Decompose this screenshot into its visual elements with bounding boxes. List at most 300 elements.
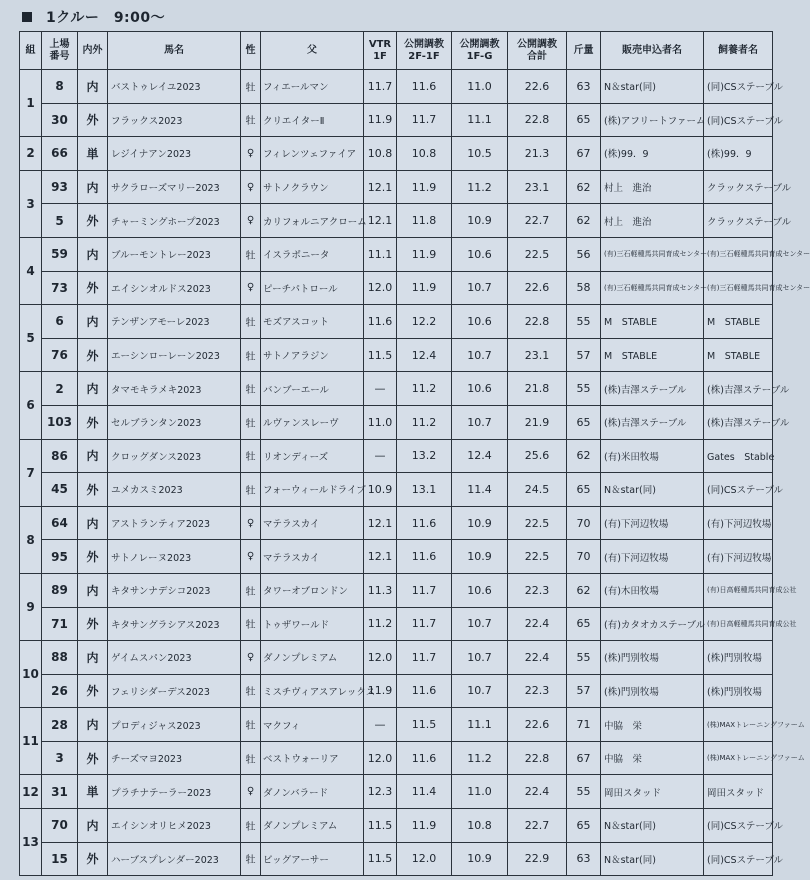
horse-name: エイシンオルドス2023	[108, 271, 241, 305]
weight-cell: 57	[567, 338, 601, 372]
lot-number: 73	[42, 271, 78, 305]
time-2f1f: 11.5	[397, 708, 452, 742]
time-1fg: 11.0	[452, 775, 508, 809]
group-number: 10	[20, 641, 42, 708]
time-1fg: 12.4	[452, 439, 508, 473]
table-row	[20, 809, 773, 843]
vtr-time: 10.8	[364, 137, 397, 171]
horse-name: ハーブスプレンダー2023	[108, 842, 241, 876]
time-2f1f: 11.2	[397, 372, 452, 406]
header-weight: 斤量	[567, 32, 601, 70]
time-2f1f: 11.4	[397, 775, 452, 809]
breeder-name: M STABLE	[704, 305, 773, 339]
sire-name: ピーチパトロール	[261, 271, 364, 305]
time-2f1f: 10.8	[397, 137, 452, 171]
horse-name: アストランティア2023	[108, 506, 241, 540]
breeder-name: (同)CSステーブル	[704, 70, 773, 104]
horse-name: プロディジャス2023	[108, 708, 241, 742]
sex-cell: ♀	[241, 204, 261, 238]
seller-name: (有)三石軽種馬共同育成センター	[601, 271, 704, 305]
weight-cell: 67	[567, 741, 601, 775]
inout-cell: 単	[78, 137, 108, 171]
time-total: 22.4	[508, 641, 567, 675]
weight-cell: 55	[567, 372, 601, 406]
weight-cell: 57	[567, 674, 601, 708]
seller-name: M STABLE	[601, 338, 704, 372]
seller-name: 岡田スタッド	[601, 775, 704, 809]
header-row	[20, 32, 773, 70]
inout-cell: 外	[78, 473, 108, 507]
sex-cell: ♀	[241, 540, 261, 574]
inout-cell: 外	[78, 607, 108, 641]
seller-name: N＆star(同)	[601, 70, 704, 104]
weight-cell: 62	[567, 439, 601, 473]
vtr-time: 11.5	[364, 842, 397, 876]
group-number: 2	[20, 137, 42, 171]
vtr-time: 11.1	[364, 237, 397, 271]
sex-cell: ♀	[241, 170, 261, 204]
sex-cell: 牡	[241, 338, 261, 372]
breeder-name: (有)日高軽種馬共同育成公社	[704, 573, 773, 607]
time-total: 22.9	[508, 842, 567, 876]
header-number: 上場 番号	[42, 32, 78, 70]
seller-name: N＆star(同)	[601, 473, 704, 507]
time-1fg: 10.7	[452, 641, 508, 675]
breeder-name: (株)門別牧場	[704, 674, 773, 708]
breeder-name: (有)日高軽種馬共同育成公社	[704, 607, 773, 641]
weight-cell: 65	[567, 607, 601, 641]
horse-name: フェリシダーデス2023	[108, 674, 241, 708]
breeder-name: (同)CSステーブル	[704, 103, 773, 137]
time-total: 22.6	[508, 70, 567, 104]
header-1fg: 公開調教 1F-G	[452, 32, 508, 70]
time-2f1f: 11.7	[397, 103, 452, 137]
inout-cell: 内	[78, 809, 108, 843]
vtr-time: 12.0	[364, 271, 397, 305]
time-2f1f: 11.9	[397, 809, 452, 843]
time-1fg: 11.2	[452, 170, 508, 204]
table-row	[20, 170, 773, 204]
vtr-time: —	[364, 708, 397, 742]
vtr-time: 12.3	[364, 775, 397, 809]
time-2f1f: 11.7	[397, 641, 452, 675]
time-2f1f: 11.9	[397, 170, 452, 204]
time-2f1f: 13.1	[397, 473, 452, 507]
sex-cell: 牡	[241, 607, 261, 641]
lot-number: 86	[42, 439, 78, 473]
time-2f1f: 11.6	[397, 674, 452, 708]
lot-number: 5	[42, 204, 78, 238]
vtr-time: 11.3	[364, 573, 397, 607]
sire-name: ダノンプレミアム	[261, 641, 364, 675]
breeder-name: (有)三石軽種馬共同育成センター	[704, 237, 773, 271]
lot-number: 45	[42, 473, 78, 507]
sire-name: サトノクラウン	[261, 170, 364, 204]
table-row	[20, 237, 773, 271]
sex-cell: 牡	[241, 372, 261, 406]
sex-cell: ♀	[241, 506, 261, 540]
sire-name: マテラスカイ	[261, 540, 364, 574]
sire-name: フィレンツェファイア	[261, 137, 364, 171]
table-row	[20, 405, 773, 439]
lot-number: 28	[42, 708, 78, 742]
time-2f1f: 12.0	[397, 842, 452, 876]
breeder-name: 岡田スタッド	[704, 775, 773, 809]
time-1fg: 10.7	[452, 338, 508, 372]
sire-name: タワーオブロンドン	[261, 573, 364, 607]
time-2f1f: 11.2	[397, 405, 452, 439]
vtr-time: 12.1	[364, 170, 397, 204]
group-number: 13	[20, 809, 42, 876]
crew-title: 1クルー 9:00～	[46, 10, 166, 26]
breeder-name: (株)99．9	[704, 137, 773, 171]
vtr-time: 11.7	[364, 70, 397, 104]
sire-name: カリフォルニアクローム	[261, 204, 364, 238]
table-row	[20, 540, 773, 574]
vtr-time: 11.6	[364, 305, 397, 339]
time-total: 22.3	[508, 674, 567, 708]
sex-cell: 牡	[241, 741, 261, 775]
time-total: 22.3	[508, 573, 567, 607]
breeze-up-table	[19, 31, 810, 876]
breeder-name: (株)吉澤ステーブル	[704, 372, 773, 406]
sex-cell: 牡	[241, 674, 261, 708]
time-1fg: 10.9	[452, 506, 508, 540]
header-breeder: 飼養者名	[704, 32, 773, 70]
lot-number: 89	[42, 573, 78, 607]
sex-cell: ♀	[241, 641, 261, 675]
time-1fg: 10.7	[452, 674, 508, 708]
table-row	[20, 204, 773, 238]
time-1fg: 10.6	[452, 305, 508, 339]
inout-cell: 外	[78, 338, 108, 372]
breeder-name: (同)CSステーブル	[704, 842, 773, 876]
square-bullet-icon	[22, 12, 32, 22]
sex-cell: 牡	[241, 842, 261, 876]
inout-cell: 外	[78, 405, 108, 439]
group-number: 5	[20, 305, 42, 372]
weight-cell: 55	[567, 641, 601, 675]
weight-cell: 70	[567, 506, 601, 540]
table-row	[20, 775, 773, 809]
time-1fg: 10.9	[452, 204, 508, 238]
breeder-name: (有)三石軽種馬共同育成センター	[704, 271, 773, 305]
sire-name: マテラスカイ	[261, 506, 364, 540]
vtr-time: 11.5	[364, 338, 397, 372]
inout-cell: 内	[78, 305, 108, 339]
seller-name: (有)米田牧場	[601, 439, 704, 473]
time-2f1f: 11.7	[397, 607, 452, 641]
sire-name: ミスチヴィアスアレックス	[261, 674, 364, 708]
vtr-time: —	[364, 439, 397, 473]
sex-cell: 牡	[241, 439, 261, 473]
horse-name: サクラローズマリー2023	[108, 170, 241, 204]
time-2f1f: 11.9	[397, 237, 452, 271]
group-number: 6	[20, 372, 42, 439]
group-number: 9	[20, 573, 42, 640]
inout-cell: 内	[78, 170, 108, 204]
time-2f1f: 11.8	[397, 204, 452, 238]
time-1fg: 11.2	[452, 741, 508, 775]
group-number: 12	[20, 775, 42, 809]
table-row	[20, 506, 773, 540]
seller-name: N＆star(同)	[601, 842, 704, 876]
time-1fg: 10.8	[452, 809, 508, 843]
table-row	[20, 573, 773, 607]
table-row	[20, 271, 773, 305]
table-row	[20, 641, 773, 675]
breeder-name: (株)吉澤ステーブル	[704, 405, 773, 439]
breeder-name: (株)門別牧場	[704, 641, 773, 675]
horse-name: フラックス2023	[108, 103, 241, 137]
group-number: 7	[20, 439, 42, 506]
seller-name: M STABLE	[601, 305, 704, 339]
horse-name: テンザンアモーレ2023	[108, 305, 241, 339]
vtr-time: —	[364, 372, 397, 406]
time-total: 22.8	[508, 103, 567, 137]
time-total: 22.5	[508, 237, 567, 271]
sex-cell: ♀	[241, 271, 261, 305]
lot-number: 64	[42, 506, 78, 540]
horse-name: サトノレーヌ2023	[108, 540, 241, 574]
table-row	[20, 674, 773, 708]
time-1fg: 10.5	[452, 137, 508, 171]
breeder-name: (有)下河辺牧場	[704, 540, 773, 574]
lot-number: 2	[42, 372, 78, 406]
vtr-time: 11.5	[364, 809, 397, 843]
sire-name: トゥザワールド	[261, 607, 364, 641]
weight-cell: 55	[567, 305, 601, 339]
header-horse-name: 馬名	[108, 32, 241, 70]
time-total: 22.4	[508, 607, 567, 641]
seller-name: 中脇 栄	[601, 708, 704, 742]
inout-cell: 内	[78, 372, 108, 406]
lot-number: 15	[42, 842, 78, 876]
header-sire: 父	[261, 32, 364, 70]
time-total: 22.7	[508, 809, 567, 843]
time-total: 22.8	[508, 741, 567, 775]
sex-cell: ♀	[241, 775, 261, 809]
weight-cell: 71	[567, 708, 601, 742]
sex-cell: 牡	[241, 473, 261, 507]
group-number: 3	[20, 170, 42, 237]
sex-cell: 牡	[241, 70, 261, 104]
seller-name: (有)三石軽種馬共同育成センター	[601, 237, 704, 271]
time-1fg: 11.4	[452, 473, 508, 507]
time-total: 21.9	[508, 405, 567, 439]
header-2f1f: 公開調教 2F-1F	[397, 32, 452, 70]
table-row	[20, 741, 773, 775]
sex-cell: 牡	[241, 305, 261, 339]
header-vtr: VTR 1F	[364, 32, 397, 70]
weight-cell: 62	[567, 170, 601, 204]
time-total: 22.5	[508, 506, 567, 540]
sex-cell: 牡	[241, 708, 261, 742]
sire-name: フィエールマン	[261, 70, 364, 104]
horse-name: チーズマヨ2023	[108, 741, 241, 775]
table-row	[20, 607, 773, 641]
sire-name: マクフィ	[261, 708, 364, 742]
group-number: 8	[20, 506, 42, 573]
seller-name: (株)門別牧場	[601, 641, 704, 675]
lot-number: 93	[42, 170, 78, 204]
time-total: 23.1	[508, 338, 567, 372]
vtr-time: 11.0	[364, 405, 397, 439]
seller-name: N＆star(同)	[601, 809, 704, 843]
sire-name: サトノアラジン	[261, 338, 364, 372]
header-group: 組	[20, 32, 42, 70]
inout-cell: 外	[78, 842, 108, 876]
horse-name: ブルーモントレー2023	[108, 237, 241, 271]
sire-name: ベストウォーリア	[261, 741, 364, 775]
sire-name: ビッグアーサー	[261, 842, 364, 876]
seller-name: (株)門別牧場	[601, 674, 704, 708]
sex-cell: 牡	[241, 573, 261, 607]
horse-name: クロッグダンス2023	[108, 439, 241, 473]
sire-name: リオンディーズ	[261, 439, 364, 473]
seller-name: (有)木田牧場	[601, 573, 704, 607]
vtr-time: 12.1	[364, 204, 397, 238]
seller-name: (株)アフリートファーム	[601, 103, 704, 137]
inout-cell: 内	[78, 237, 108, 271]
time-total: 22.7	[508, 204, 567, 238]
time-2f1f: 11.9	[397, 271, 452, 305]
inout-cell: 内	[78, 641, 108, 675]
weight-cell: 62	[567, 573, 601, 607]
lot-number: 30	[42, 103, 78, 137]
seller-name: (有)下河辺牧場	[601, 540, 704, 574]
horse-name: プラチナテーラー2023	[108, 775, 241, 809]
time-1fg: 10.7	[452, 405, 508, 439]
table-row	[20, 70, 773, 104]
weight-cell: 65	[567, 405, 601, 439]
horse-name: キタサンナデシコ2023	[108, 573, 241, 607]
time-total: 22.6	[508, 708, 567, 742]
table-row	[20, 338, 773, 372]
time-1fg: 10.7	[452, 607, 508, 641]
vtr-time: 10.9	[364, 473, 397, 507]
lot-number: 31	[42, 775, 78, 809]
inout-cell: 外	[78, 271, 108, 305]
table-row	[20, 842, 773, 876]
header-total: 公開調教 合計	[508, 32, 567, 70]
time-1fg: 10.6	[452, 237, 508, 271]
inout-cell: 内	[78, 439, 108, 473]
seller-name: (株)吉澤ステーブル	[601, 405, 704, 439]
vtr-time: 12.0	[364, 641, 397, 675]
sire-name: ダノンバラード	[261, 775, 364, 809]
time-2f1f: 12.2	[397, 305, 452, 339]
vtr-time: 12.0	[364, 741, 397, 775]
lot-number: 71	[42, 607, 78, 641]
table-row	[20, 103, 773, 137]
seller-name: 中脇 栄	[601, 741, 704, 775]
seller-name: (株)吉澤ステーブル	[601, 372, 704, 406]
table-row	[20, 305, 773, 339]
time-1fg: 11.1	[452, 103, 508, 137]
weight-cell: 56	[567, 237, 601, 271]
time-1fg: 10.6	[452, 372, 508, 406]
time-2f1f: 11.6	[397, 506, 452, 540]
horse-name: エイシンオリヒメ2023	[108, 809, 241, 843]
seller-name: (株)99．9	[601, 137, 704, 171]
weight-cell: 62	[567, 204, 601, 238]
time-1fg: 10.9	[452, 842, 508, 876]
breeder-name: (同)CSステーブル	[704, 809, 773, 843]
group-number: 1	[20, 70, 42, 137]
lot-number: 88	[42, 641, 78, 675]
breeder-name: Gates Stable	[704, 439, 773, 473]
time-2f1f: 13.2	[397, 439, 452, 473]
breeder-name: クラックステーブル	[704, 204, 773, 238]
time-total: 25.6	[508, 439, 567, 473]
inout-cell: 内	[78, 573, 108, 607]
time-total: 22.4	[508, 775, 567, 809]
horse-name: セルブランタン2023	[108, 405, 241, 439]
lot-number: 3	[42, 741, 78, 775]
vtr-time: 12.1	[364, 506, 397, 540]
inout-cell: 内	[78, 708, 108, 742]
table-row	[20, 708, 773, 742]
seller-name: (有)下河辺牧場	[601, 506, 704, 540]
horse-name: レジイナアン2023	[108, 137, 241, 171]
vtr-time: 11.9	[364, 674, 397, 708]
time-1fg: 11.0	[452, 70, 508, 104]
time-1fg: 10.6	[452, 573, 508, 607]
inout-cell: 外	[78, 204, 108, 238]
horse-name: ゲイムスパン2023	[108, 641, 241, 675]
time-1fg: 10.9	[452, 540, 508, 574]
sire-name: フォーウィールドライブ	[261, 473, 364, 507]
header-sex: 性	[241, 32, 261, 70]
inout-cell: 外	[78, 540, 108, 574]
breeder-name: M STABLE	[704, 338, 773, 372]
weight-cell: 55	[567, 775, 601, 809]
weight-cell: 67	[567, 137, 601, 171]
weight-cell: 58	[567, 271, 601, 305]
time-2f1f: 11.7	[397, 573, 452, 607]
lot-number: 95	[42, 540, 78, 574]
sire-name: モズアスコット	[261, 305, 364, 339]
sex-cell: 牡	[241, 809, 261, 843]
time-total: 24.5	[508, 473, 567, 507]
time-total: 22.5	[508, 540, 567, 574]
table-row	[20, 137, 773, 171]
seller-name: (有)カタオカステーブル	[601, 607, 704, 641]
sire-name: バンブーエール	[261, 372, 364, 406]
table-row	[20, 372, 773, 406]
inout-cell: 単	[78, 775, 108, 809]
horse-name: キタサングラシアス2023	[108, 607, 241, 641]
inout-cell: 外	[78, 674, 108, 708]
horse-name: バストゥレイユ2023	[108, 70, 241, 104]
weight-cell: 65	[567, 473, 601, 507]
weight-cell: 63	[567, 842, 601, 876]
seller-name: 村上 進治	[601, 170, 704, 204]
breeder-name: (株)MAXトレーニングファーム	[704, 708, 773, 742]
sire-name: クリエイターⅡ	[261, 103, 364, 137]
time-total: 22.8	[508, 305, 567, 339]
vtr-time: 12.1	[364, 540, 397, 574]
weight-cell: 63	[567, 70, 601, 104]
weight-cell: 65	[567, 103, 601, 137]
time-total: 21.8	[508, 372, 567, 406]
horse-name: ユメカスミ2023	[108, 473, 241, 507]
time-1fg: 10.7	[452, 271, 508, 305]
sex-cell: 牡	[241, 405, 261, 439]
lot-number: 6	[42, 305, 78, 339]
time-1fg: 11.1	[452, 708, 508, 742]
